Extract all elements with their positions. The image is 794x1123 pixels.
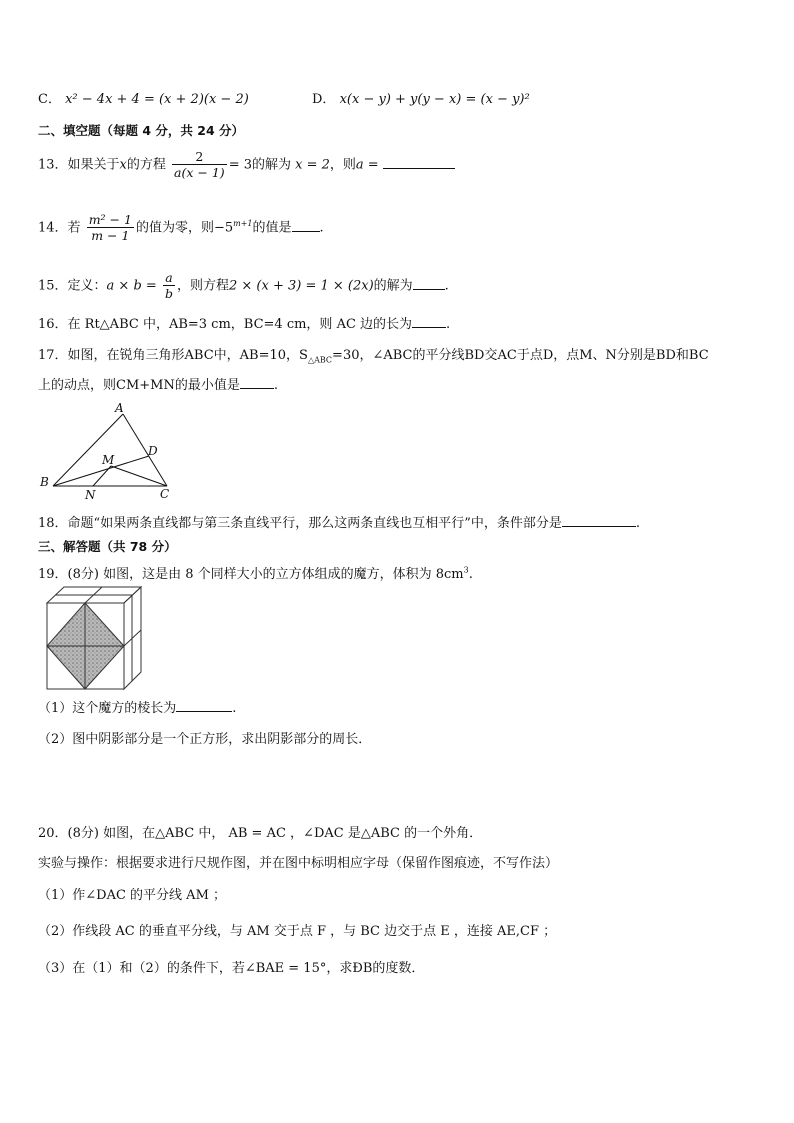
question-19-part-2: （2）图中阴影部分是一个正方形，求出阴影部分的周长． xyxy=(38,732,372,747)
q14-post: 的值是 xyxy=(252,220,292,236)
q19-end: . xyxy=(468,567,473,582)
q17-end: . xyxy=(273,378,278,393)
question-14 xyxy=(38,212,324,244)
q13-answer-blank[interactable] xyxy=(383,156,455,169)
q13-numerator: 2 xyxy=(172,149,227,165)
label-m: M xyxy=(102,453,115,467)
q17-line1b: =30，∠ABC的平分线BD交AC于点D，点M、N分别是BD和BC xyxy=(332,348,709,363)
question-20-part-1: （1）作∠DAC 的平分线 AM ； xyxy=(38,888,227,903)
label-a: A xyxy=(115,401,124,415)
q15-denominator: b xyxy=(164,286,173,301)
question-16 xyxy=(38,313,450,332)
q14-mid: 的值为零，则 xyxy=(135,220,214,236)
q18-answer-blank[interactable] xyxy=(562,514,636,527)
q14-expr: −5 xyxy=(213,220,234,236)
q14-end: . xyxy=(319,220,324,236)
question-18 xyxy=(38,512,640,531)
q17-line1: 17．如图，在锐角三角形ABC中，AB=10，S xyxy=(38,348,308,363)
q15-mid: ，则方程 xyxy=(176,278,229,294)
question-20-part-2: （2）作线段 AC 的垂直平分线，与 AM 交于点 F ，与 BC 边交于点 E ，连接 AE,CF ； xyxy=(38,924,557,939)
question-20: 20．(8分) 如图，在△ABC 中， AB = AC ，∠DAC 是△ABC 的一个外角． xyxy=(38,826,483,841)
question-15 xyxy=(38,270,449,302)
q16-text: 16．在 Rt△ABC 中，AB=3 cm，BC=4 cm，则 AC 边的长为 xyxy=(38,317,413,332)
q15-post: 的解为 xyxy=(373,278,413,294)
q14-numerator: m² − 1 xyxy=(88,212,132,227)
q13-var: x xyxy=(119,157,127,173)
q19-1-text: （1）这个魔方的棱长为 xyxy=(38,701,177,716)
q13-fraction xyxy=(172,149,227,181)
q15-numerator: a xyxy=(163,270,175,286)
q19-text: 19．(8分) 如图，这是由 8 个同样大小的立方体组成的魔方，体积为 8cm xyxy=(38,567,464,582)
q15-end: . xyxy=(444,278,449,294)
option-c-expr: x² − 4x + 4 = (x + 2)(x − 2) xyxy=(65,92,249,107)
q14-exponent: m+1 xyxy=(233,219,253,229)
q14-pre: 14．若 xyxy=(38,220,81,236)
question-20-intro: 实验与操作：根据要求进行尺规作图，并在图中标明相应字母（保留作图痕迹，不写作法） xyxy=(38,856,559,871)
q15-fraction xyxy=(163,270,175,302)
q19-sup: 3 xyxy=(463,565,469,575)
question-17-line-2 xyxy=(38,374,278,393)
label-n: N xyxy=(85,488,96,502)
question-13 xyxy=(38,149,455,181)
label-c: C xyxy=(160,487,170,501)
q14-answer-blank[interactable] xyxy=(292,219,320,232)
question-19-part-1 xyxy=(38,697,236,716)
option-d-expr: x(x − y) + y(y − x) = (x − y)² xyxy=(339,92,530,107)
q17-line2: 上的动点，则CM+MN的最小值是 xyxy=(38,378,240,393)
q14-denominator: m − 1 xyxy=(91,228,130,243)
q13-pre: 13．如果关于 xyxy=(38,157,120,173)
q15-def: a × b = xyxy=(106,278,157,294)
q15-answer-blank[interactable] xyxy=(413,277,445,290)
section-solutions-heading: 三、解答题（共 78 分） xyxy=(38,539,177,554)
option-c xyxy=(38,88,249,107)
option-c-label: C． xyxy=(38,92,61,107)
q19-1-end: . xyxy=(232,701,237,716)
q18-text: 18．命题“如果两条直线都与第三条直线平行，那么这两条直线也互相平行”中，条件部分是 xyxy=(38,516,562,531)
q15-equation: 2 × (x + 3) = 1 × (2x) xyxy=(228,278,374,294)
option-d-label: D． xyxy=(312,92,336,107)
q16-end: . xyxy=(446,317,451,332)
question-20-part-3: （3）在（1）和（2）的条件下，若∠BAE = 15°，求ÐB的度数． xyxy=(38,961,425,976)
q13-denominator: a(x − 1) xyxy=(174,165,225,180)
label-d: D xyxy=(148,444,158,458)
question-19 xyxy=(38,563,473,582)
q13-end: ，则 xyxy=(329,157,356,173)
cube-figure xyxy=(44,586,144,692)
q17-answer-blank[interactable] xyxy=(240,376,274,389)
q13-a: a = xyxy=(355,157,379,173)
option-d xyxy=(312,88,530,107)
label-b: B xyxy=(40,475,49,489)
q14-fraction xyxy=(87,212,134,244)
q13-eq: = 3 xyxy=(228,157,252,173)
question-17-line-1 xyxy=(38,344,709,365)
q13-solution: x = 2 xyxy=(295,157,330,173)
q19-1-answer-blank[interactable] xyxy=(176,699,232,712)
q13-mid: 的方程 xyxy=(126,157,166,173)
q15-pre: 15．定义： xyxy=(38,278,107,294)
q16-answer-blank[interactable] xyxy=(412,315,446,328)
q13-post: 的解为 xyxy=(251,157,291,173)
q18-end: . xyxy=(635,516,640,531)
section-fill-blank-heading: 二、填空题（每题 4 分，共 24 分） xyxy=(38,123,245,138)
q17-sub: △ABC xyxy=(307,355,333,365)
triangle-figure xyxy=(36,400,186,502)
